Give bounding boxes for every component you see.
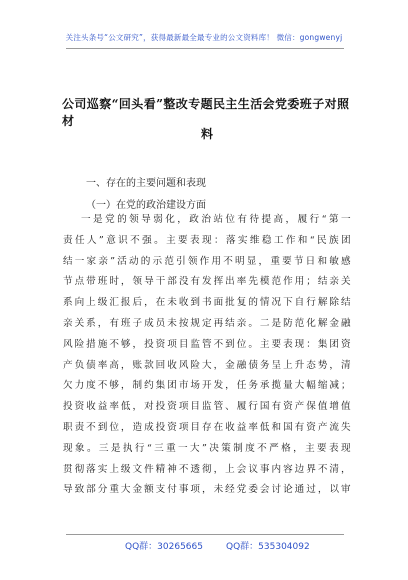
footer-qq-group-left: QQ群：30265665 (125, 542, 203, 552)
paragraph-line: 亲关系，有班子成员未按规定再结亲。二是防范化解金融 (63, 317, 351, 329)
paragraph-line: 责任人”意识不强。主要表现：落实维稳工作和“民族团 (63, 234, 351, 246)
footer-divider (66, 534, 344, 535)
paragraph-line: 节点带班时，领导干部没有发挥出率先模范作用；结亲关 (63, 276, 351, 288)
header-banner: 关注头条号“公文研究”，获得最新最全最专业的公文资料库！ 微信：gongwenyj (65, 33, 343, 42)
body-paragraph (63, 210, 351, 501)
header-divider (66, 48, 344, 49)
section-heading: 一、存在的主要问题和表现 (86, 178, 206, 189)
paragraph-line: 一是党的领导弱化，政治站位有待提高，履行“第一 (81, 214, 351, 225)
paragraph-line: 系向上级汇报后，在未收到书面批复的情况下自行解除结 (63, 297, 351, 309)
paragraph-line: 产负债率高，账款回收风险大，金融债务呈上升态势，清 (63, 359, 351, 371)
paragraph-line: 结一家亲”活动的示范引领作用不明显，重要节日和敏感 (63, 255, 351, 267)
paragraph-line: 现象。三是执行“三重一大”决策制度不严格，主要表现 (63, 442, 351, 454)
paragraph-line: 欠力度不够，制约集团市场开发，任务承揽量大幅缩减； (63, 380, 351, 392)
footer-qq-group-right: QQ群：535304092 (226, 542, 310, 552)
paragraph-line: 投资收益率低，对投资项目监管、履行国有资产保值增值 (63, 401, 351, 413)
document-title: 公司巡察“回头看”整改专题民主生活会党委班子对照材 (62, 97, 350, 128)
document-title-continued: 料 (200, 127, 213, 141)
paragraph-line: 风险措施不够，投资项目监管不到位。主要表现：集团资 (63, 338, 351, 350)
paragraph-line: 职责不到位，造成投资项目存在收益率低和国有资产流失 (63, 421, 351, 433)
paragraph-line: 导致部分重大金额支付事项，未经党委会讨论通过，以审 (63, 484, 351, 496)
paragraph-line: 贯彻落实上级文件精神不透彻，上会议事内容边界不清， (63, 463, 351, 475)
subsection-heading: （一）在党的政治建设方面 (86, 200, 206, 211)
